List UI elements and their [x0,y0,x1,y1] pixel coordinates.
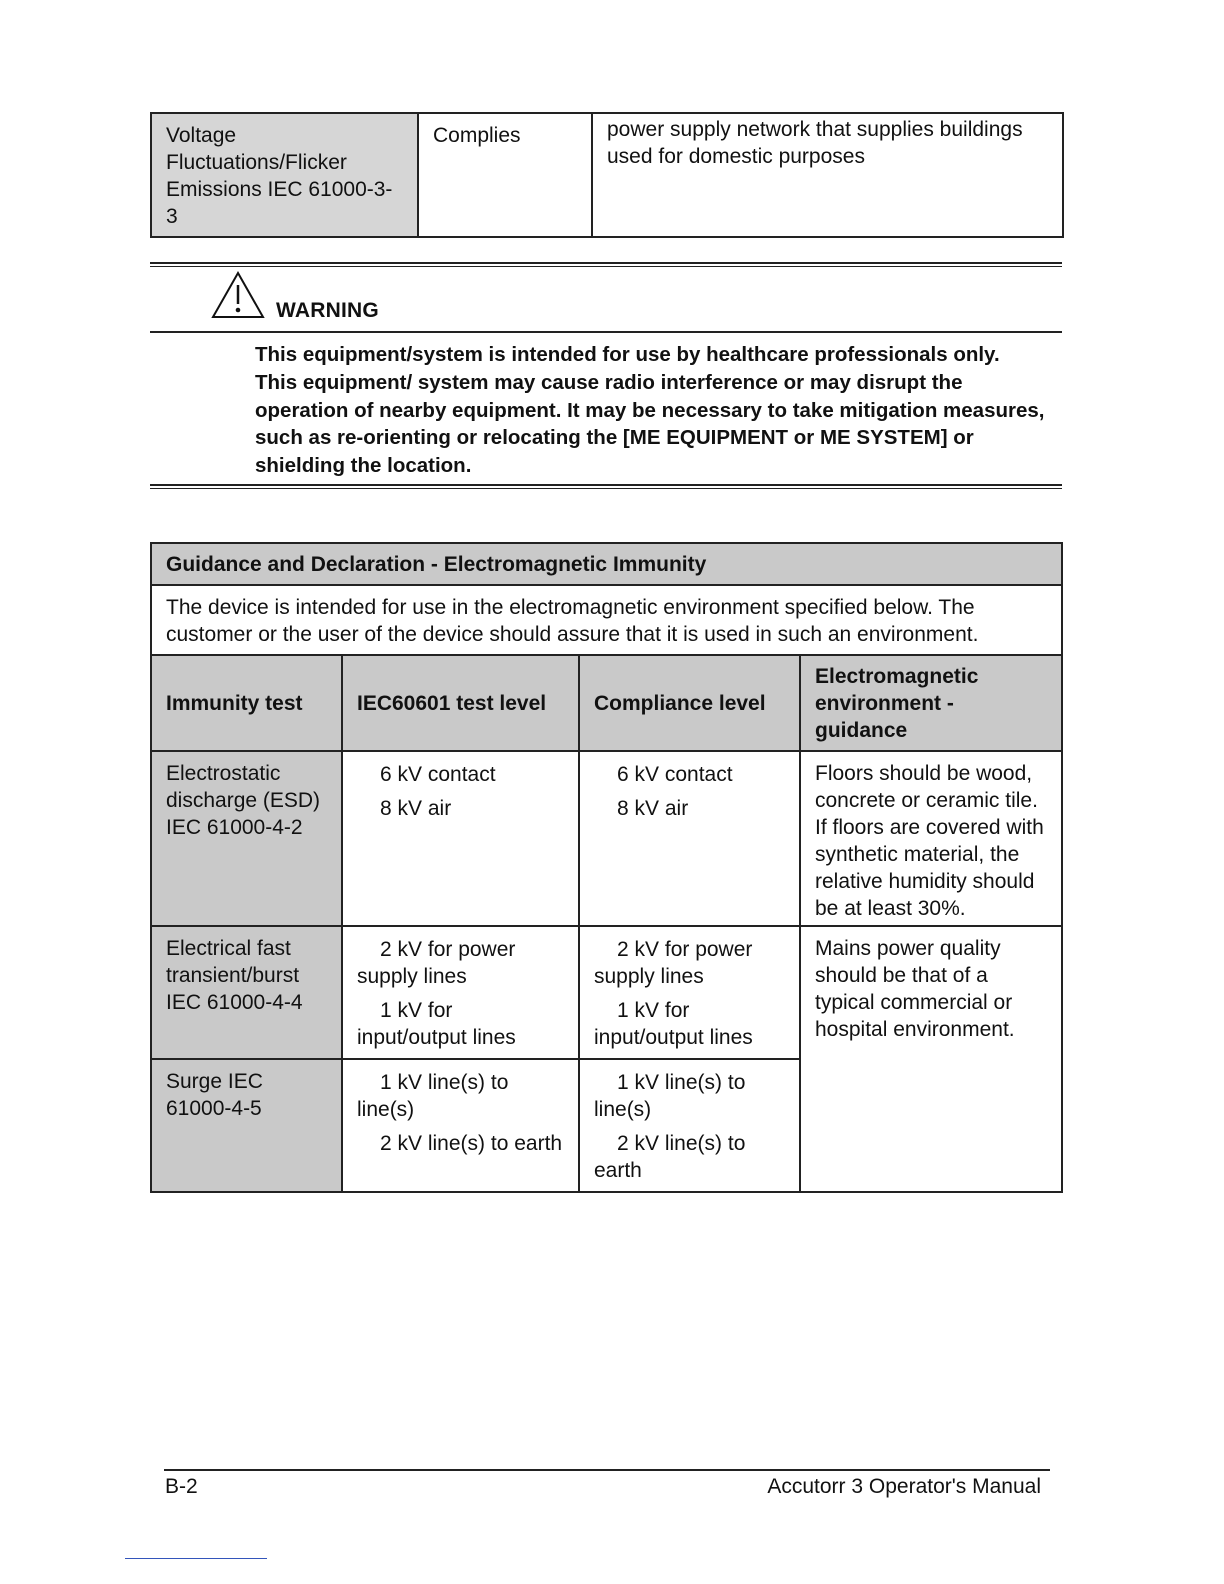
row-surge-test-level [342,1059,579,1192]
immunity-table [150,542,1063,1193]
footer-rule [164,1469,1050,1471]
row-eft-test-level [342,926,579,1059]
emissions-guidance-text: power supply network that supplies buildings used for domestic purposes [607,118,1023,168]
warning-text: This equipment/system is intended for use by healthcare professionals only. This equipment/ system may cause radio interference or may disrupt the operation of nearby equipment. It may be necessary to take mitigation measures, such as re-orienting or relocating the [ME EQUIPMENT or ME SYSTEM] or shielding the location. [255,343,1045,478]
immunity-table-intro-text: The device is intended for use in the electromagnetic environment specified below. The customer or the user of the device should assure that it is used in such an environment. [166,596,979,646]
emissions-compliance-text: Complies [433,124,521,147]
manual-title: Accutorr 3 Operator's Manual [767,1475,1041,1498]
header-test-level: IEC60601 test level [342,655,579,751]
header-guidance: Electromagnetic environment - guidance [800,655,1062,751]
immunity-table-intro [151,585,1062,655]
test-level-line: 1 kV for input/output lines [357,999,516,1049]
row-eft-surge-guidance: Mains power quality should be that of a typical commercial or hospital environment. [800,926,1062,1192]
test-level-line: 2 kV for power supply lines [357,938,516,988]
test-level-line: 2 kV line(s) to earth [380,1132,563,1155]
warning-title: WARNING [276,299,379,322]
compliance-line: 2 kV for power supply lines [594,938,753,988]
test-level-line: 1 kV line(s) to line(s) [357,1071,509,1121]
compliance-line: 2 kV line(s) to earth [594,1132,746,1182]
compliance-line: 1 kV for input/output lines [594,999,753,1049]
row-surge-test: Surge IEC 61000-4-5 [151,1059,342,1192]
table-row [151,751,1062,926]
warning-bottom-rule [150,484,1062,489]
header-compliance-level: Compliance level [579,655,800,751]
warning-triangle-icon [210,270,266,320]
row-esd-guidance: Floors should be wood, concrete or ceramic tile. If floors are covered with synthetic material, the relative humidity should be at least 30%. [800,751,1062,926]
emissions-guidance-cell [592,113,1063,237]
table-header-row [151,655,1062,751]
emissions-compliance-cell [418,113,592,237]
row-esd-test: Electrostatic discharge (ESD) IEC 61000-4-2 [151,751,342,926]
link-underline [125,1558,267,1559]
emissions-test-cell [151,113,418,237]
page-number: B-2 [165,1475,198,1498]
table-row [151,113,1063,237]
compliance-line: 1 kV line(s) to line(s) [594,1071,746,1121]
row-surge-compliance [579,1059,800,1192]
compliance-line: 6 kV contact [617,763,733,786]
table-title-row [151,543,1062,585]
warning-top-rule [150,262,1062,267]
row-esd-test-level [342,751,579,926]
immunity-table-title-text: Guidance and Declaration - Electromagnetic Immunity [166,552,707,576]
emissions-table-continuation [150,112,1064,238]
compliance-line: 8 kV air [617,797,689,820]
immunity-table-title [151,543,1062,585]
test-level-line: 8 kV air [380,797,452,820]
warning-title-rule [150,331,1062,333]
header-immunity-test: Immunity test [151,655,342,751]
table-row [151,926,1062,1059]
row-eft-compliance [579,926,800,1059]
row-eft-test: Electrical fast transient/burst IEC 61000-4-4 [151,926,342,1059]
test-level-line: 6 kV contact [380,763,496,786]
row-esd-compliance [579,751,800,926]
emissions-test-text: Voltage Fluctuations/Flicker Emissions IEC 61000-3-3 [166,124,393,228]
table-intro-row [151,585,1062,655]
